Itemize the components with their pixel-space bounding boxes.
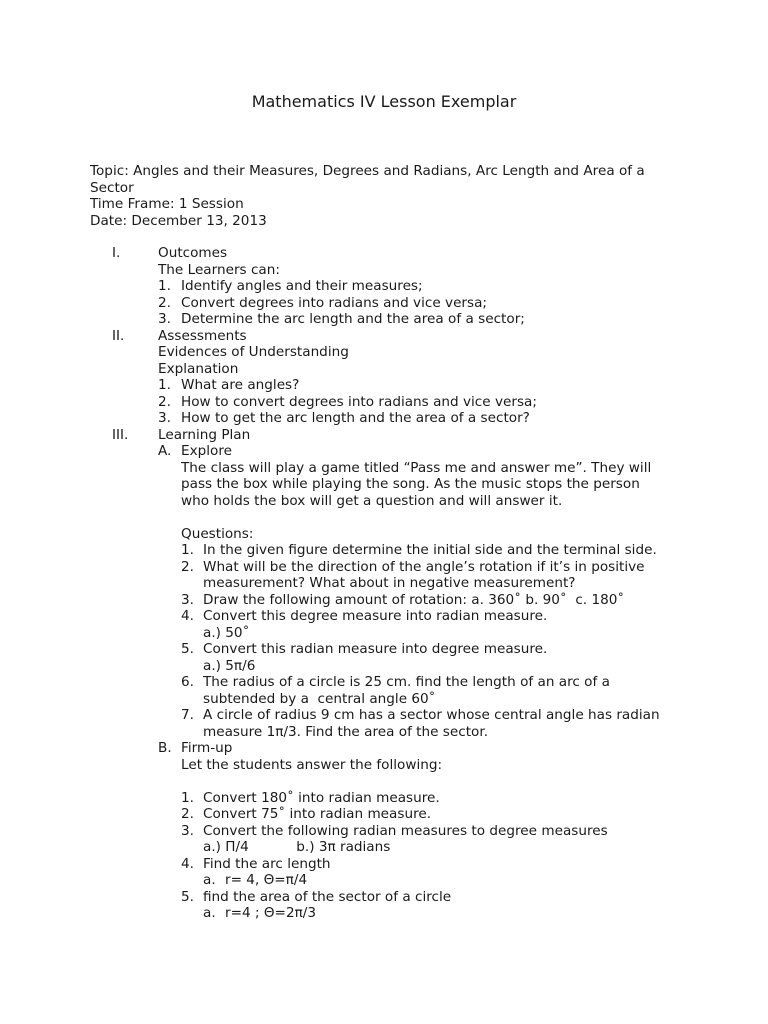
list-item-sub: a. r= 4, Θ=π/4 (203, 872, 308, 888)
list-item-sub: a. r=4 ; Θ=2π/3 (203, 905, 317, 921)
list-item: 1. What are angles? (158, 377, 300, 393)
time-frame-line: Time Frame: 1 Session (90, 196, 244, 212)
section-learning-plan-heading (0, 427, 768, 444)
list-item: 5. Convert this radian measure into degree measure. (181, 641, 548, 657)
assessments-subheading: Explanation (158, 360, 239, 377)
roman-numeral: II. (112, 327, 125, 344)
explore-paragraph-line: who holds the box will get a question and will answer it. (181, 492, 563, 509)
list-item: 3. Determine the arc length and the area of a sector; (158, 311, 525, 327)
list-item: 3. How to get the arc length and the area of a sector? (158, 410, 530, 426)
spacer (0, 509, 768, 526)
lesson-header (90, 163, 670, 229)
firm-up-intro: Let the students answer the following: (181, 756, 443, 773)
list-item-continuation: measure 1π/3. Find the area of the sector. (203, 723, 489, 740)
document-title: Mathematics IV Lesson Exemplar (251, 92, 517, 111)
list-item: 5. find the area of the sector of a circle (181, 888, 452, 905)
list-item-sub: a.) Π/4 b.) 3π radians (203, 839, 391, 855)
list-item: 1. In the given figure determine the initial side and the terminal side. (181, 542, 657, 558)
list-item: 2. What will be the direction of the angle’s rotation if it’s in positive (181, 558, 645, 575)
list-item: 4. Find the arc length (181, 855, 331, 872)
list-item: 1. Identify angles and their measures; (158, 278, 423, 294)
date-line: Date: December 13, 2013 (90, 212, 267, 229)
list-item-continuation: measurement? What about in negative measurement? (203, 575, 576, 591)
explore-paragraph-line: pass the box while playing the song. As the music stops the person (181, 476, 640, 492)
list-item: 6. The radius of a circle is 25 cm. find the length of an arc of a (181, 674, 610, 690)
list-item-sub: a.) 5π/6 (203, 657, 256, 674)
list-item: 2. Convert degrees into radians and vice versa; (158, 294, 488, 311)
list-item: 1. Convert 180˚ into radian measure. (181, 789, 440, 806)
list-item-continuation: subtended by a central angle 60˚ (203, 690, 436, 707)
section-heading: Assessments (158, 327, 247, 344)
lesson-body (0, 245, 768, 922)
section-heading: Outcomes (158, 245, 228, 261)
questions-label: Questions: (181, 525, 254, 542)
explore-paragraph-line: The class will play a game titled “Pass me and answer me”. They will (181, 459, 652, 476)
spacer (0, 773, 768, 790)
list-item-sub: a.) 50˚ (203, 624, 250, 641)
list-item: 3. Draw the following amount of rotation: a. 360˚ b. 90˚ c. 180˚ (181, 591, 625, 608)
section-assessments-heading (0, 328, 768, 345)
firm-up-heading: B. Firm-up (158, 740, 233, 756)
roman-numeral: I. (112, 245, 121, 261)
section-outcomes-heading (0, 245, 768, 262)
list-item: 3. Convert the following radian measures to degree measures (181, 822, 608, 839)
roman-numeral: III. (112, 426, 129, 443)
explore-heading: A. Explore (158, 443, 233, 459)
list-item: 2. How to convert degrees into radians and vice versa; (158, 393, 537, 410)
list-item: 4. Convert this degree measure into radian measure. (181, 608, 548, 624)
topic-line: Topic: Angles and their Measures, Degrees and Radians, Arc Length and Area of a Sector (90, 163, 650, 196)
list-item: 7. A circle of radius 9 cm has a sector whose central angle has radian (181, 707, 660, 723)
outcomes-intro: The Learners can: (158, 261, 280, 278)
assessments-subheading: Evidences of Understanding (158, 344, 349, 360)
list-item: 2. Convert 75˚ into radian measure. (181, 806, 432, 822)
section-heading: Learning Plan (158, 426, 251, 443)
